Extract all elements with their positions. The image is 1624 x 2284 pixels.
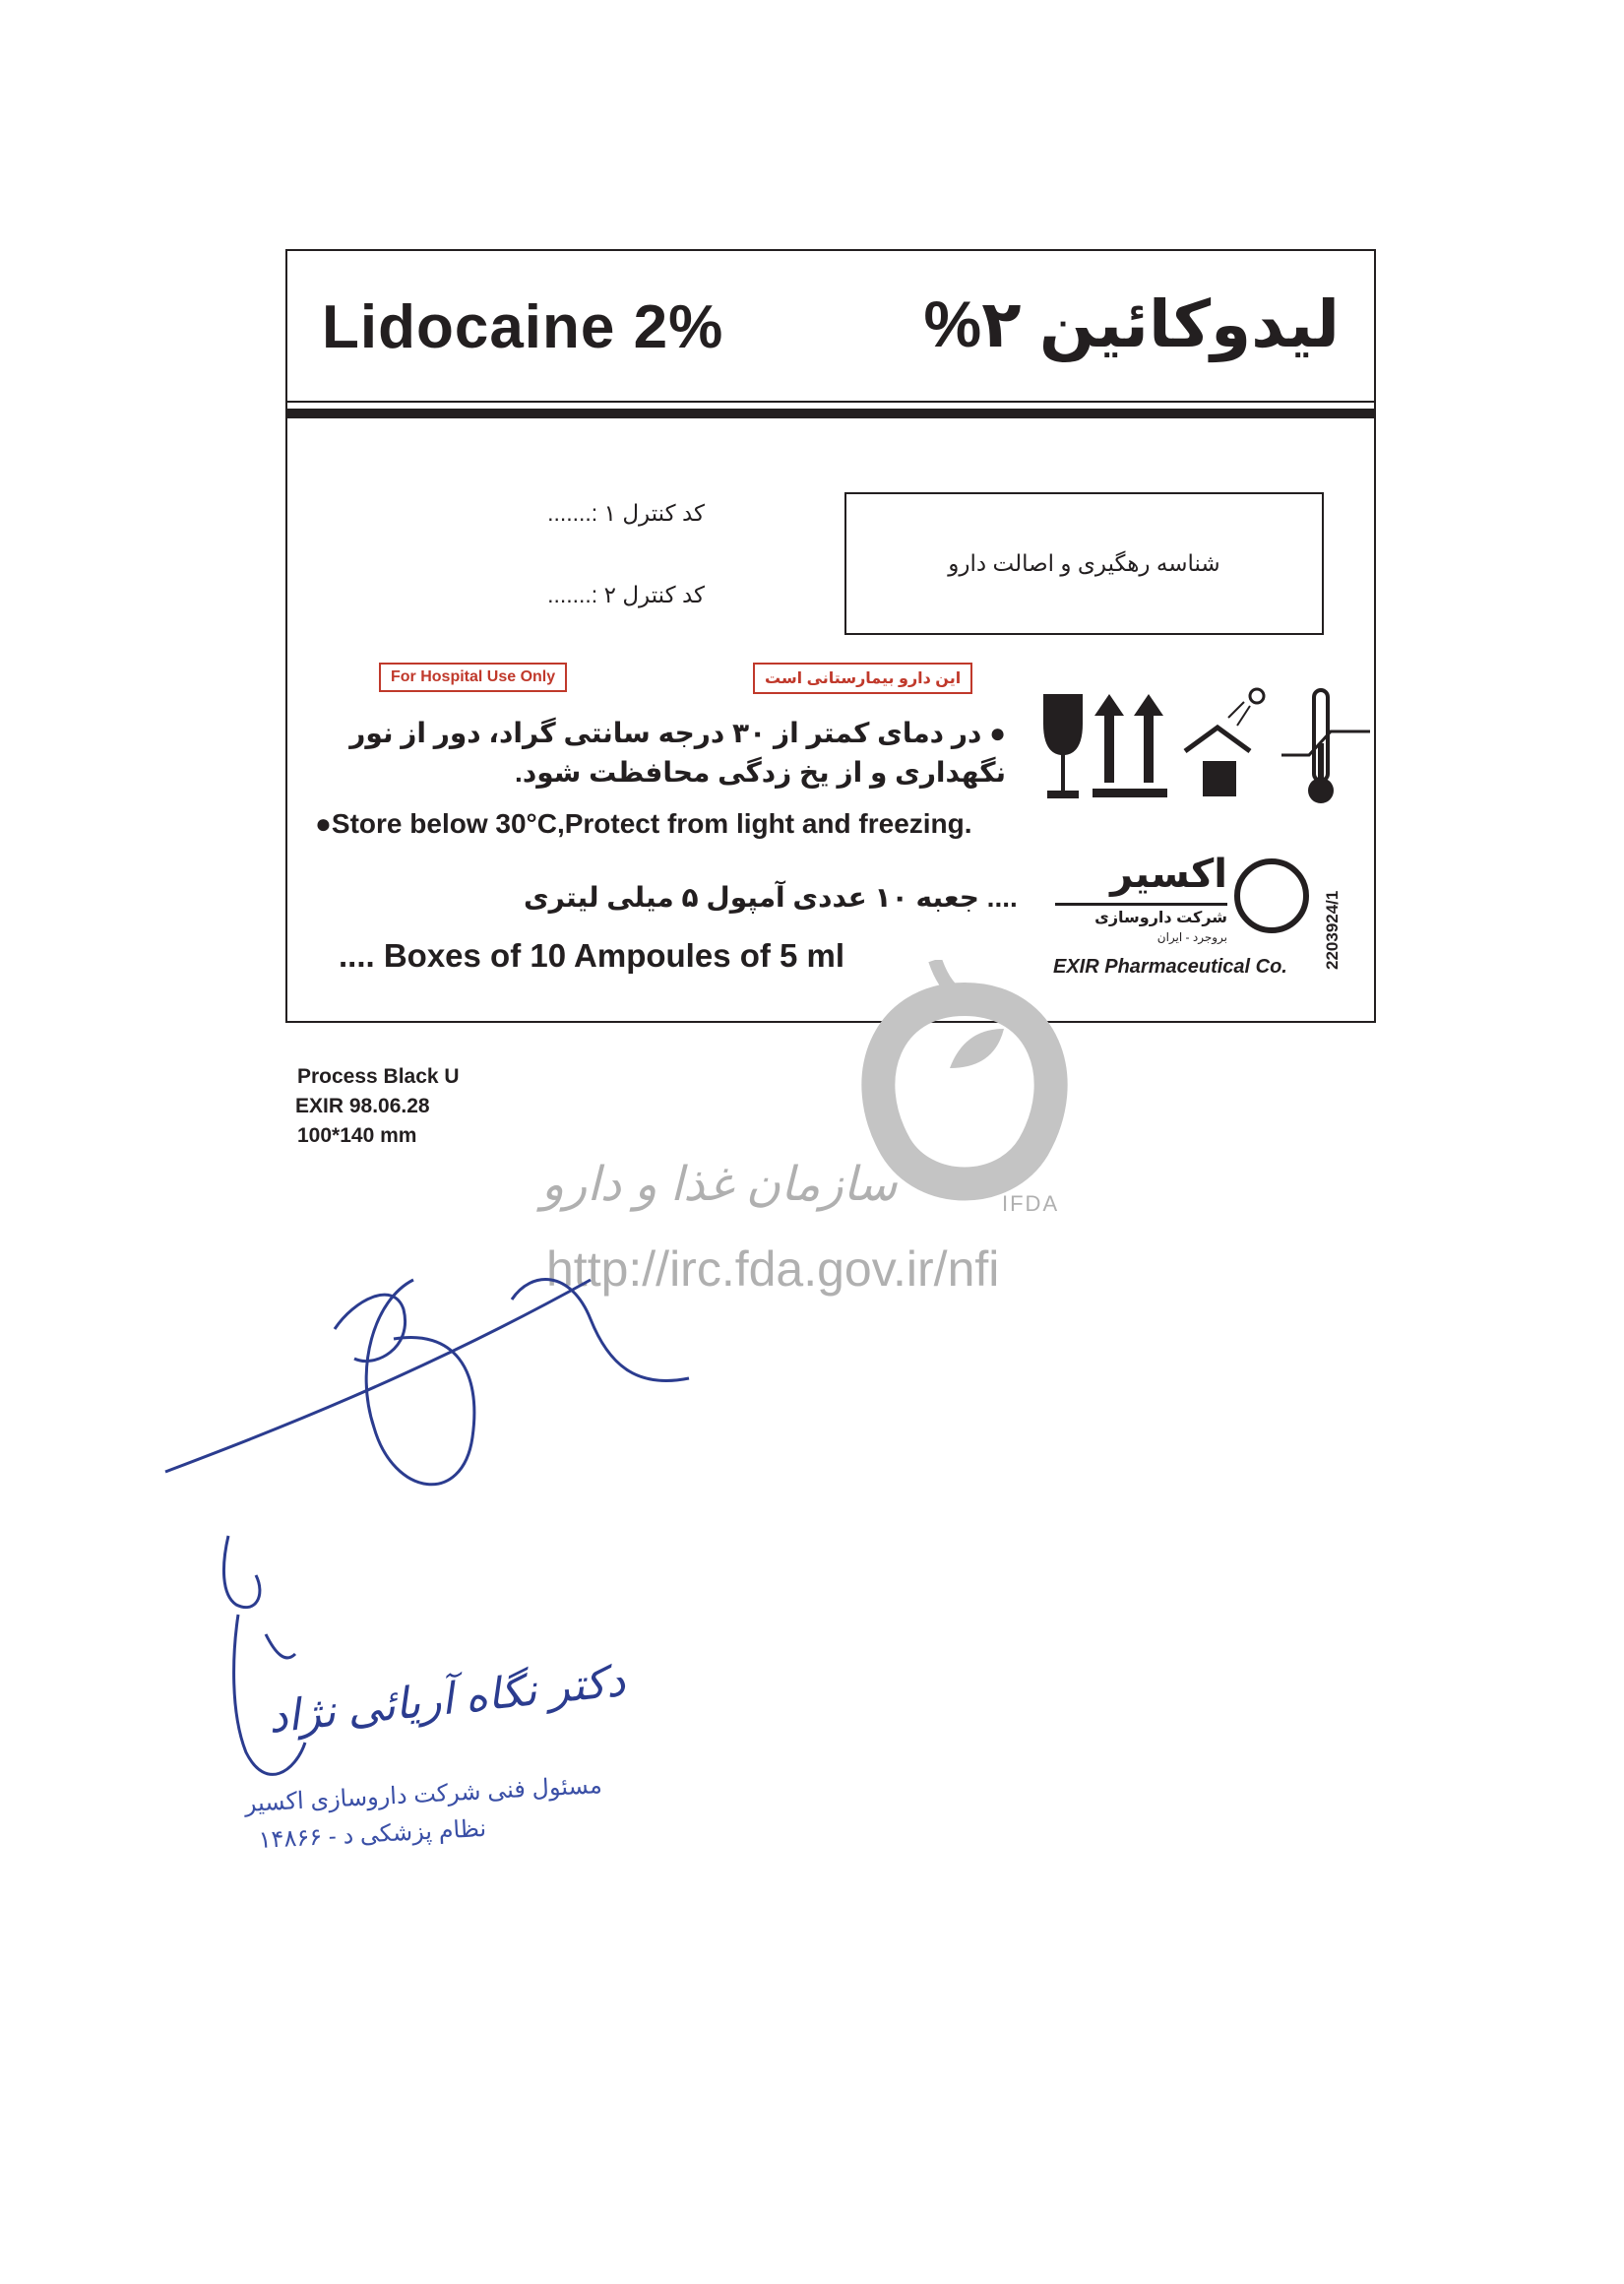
watermark-org-abbr: IFDA xyxy=(1002,1191,1060,1216)
package-info-en: .... Boxes of 10 Ampoules of 5 ml xyxy=(339,937,845,974)
control-code-1: کد کنترل ۱ :....... xyxy=(547,500,705,526)
storage-instructions-fa: ● در دمای کمتر از ۳۰ درجه سانتی گراد، دور از نور نگهداری و از یخ زدگی محافظت شود. xyxy=(349,718,1006,788)
print-version-info: EXIR 98.06.28 xyxy=(295,1095,430,1117)
hospital-use-stamp-fa: این دارو بیمارستانی است xyxy=(753,663,972,694)
signature-stamp-title: مسئول فنی شرکت داروسازی اکسیر xyxy=(244,1771,603,1817)
watermark-org-name: سازمان غذا و دارو xyxy=(541,1159,898,1211)
print-size-info: 100*140 mm xyxy=(297,1124,417,1147)
title-divider-thick xyxy=(287,409,1374,418)
storage-instructions-en: ●Store below 30°C,Protect from light and freezing. xyxy=(315,808,972,839)
trace-id-label: شناسه رهگیری و اصالت دارو xyxy=(948,550,1220,576)
company-logo-subtitle: شرکت داروسازی xyxy=(1055,903,1227,927)
signature-stamp-registration: نظام پزشکی د - ۱۴۸۶۶ xyxy=(258,1814,487,1854)
print-color-info: Process Black U xyxy=(297,1065,460,1088)
control-code-2: کد کنترل ۲ :....... xyxy=(547,582,705,607)
label-code: 2203924/1 xyxy=(1323,890,1342,970)
keep-away-from-light-icon xyxy=(1185,689,1264,796)
package-info-fa: .... جعبه ۱۰ عددی آمپول ۵ میلی لیتری xyxy=(524,882,1018,913)
signature-stamp-name: دکتر نگاه آریائی نژاد xyxy=(266,1656,628,1743)
title-divider-thin xyxy=(287,401,1374,403)
product-title-en: Lidocaine 2% xyxy=(322,293,724,361)
this-way-up-icon xyxy=(1093,694,1167,797)
temperature-limit-icon xyxy=(1281,690,1370,803)
trace-id-box xyxy=(844,492,1324,635)
fragile-glass-icon xyxy=(1043,694,1083,798)
company-logo-emblem xyxy=(1234,858,1309,933)
company-logo-city: بروجرد - ایران xyxy=(1156,930,1227,944)
company-logo-wordmark: اکسیر xyxy=(1110,853,1227,896)
watermark-url: http://irc.fda.gov.ir/nfi xyxy=(546,1241,1000,1297)
handling-icons xyxy=(1035,684,1380,812)
product-title-fa: لیدوکائین ۲% xyxy=(923,287,1340,360)
hospital-use-stamp-en: For Hospital Use Only xyxy=(379,663,567,692)
company-name-en: EXIR Pharmaceutical Co. xyxy=(1053,956,1287,978)
product-label xyxy=(285,249,1376,1023)
